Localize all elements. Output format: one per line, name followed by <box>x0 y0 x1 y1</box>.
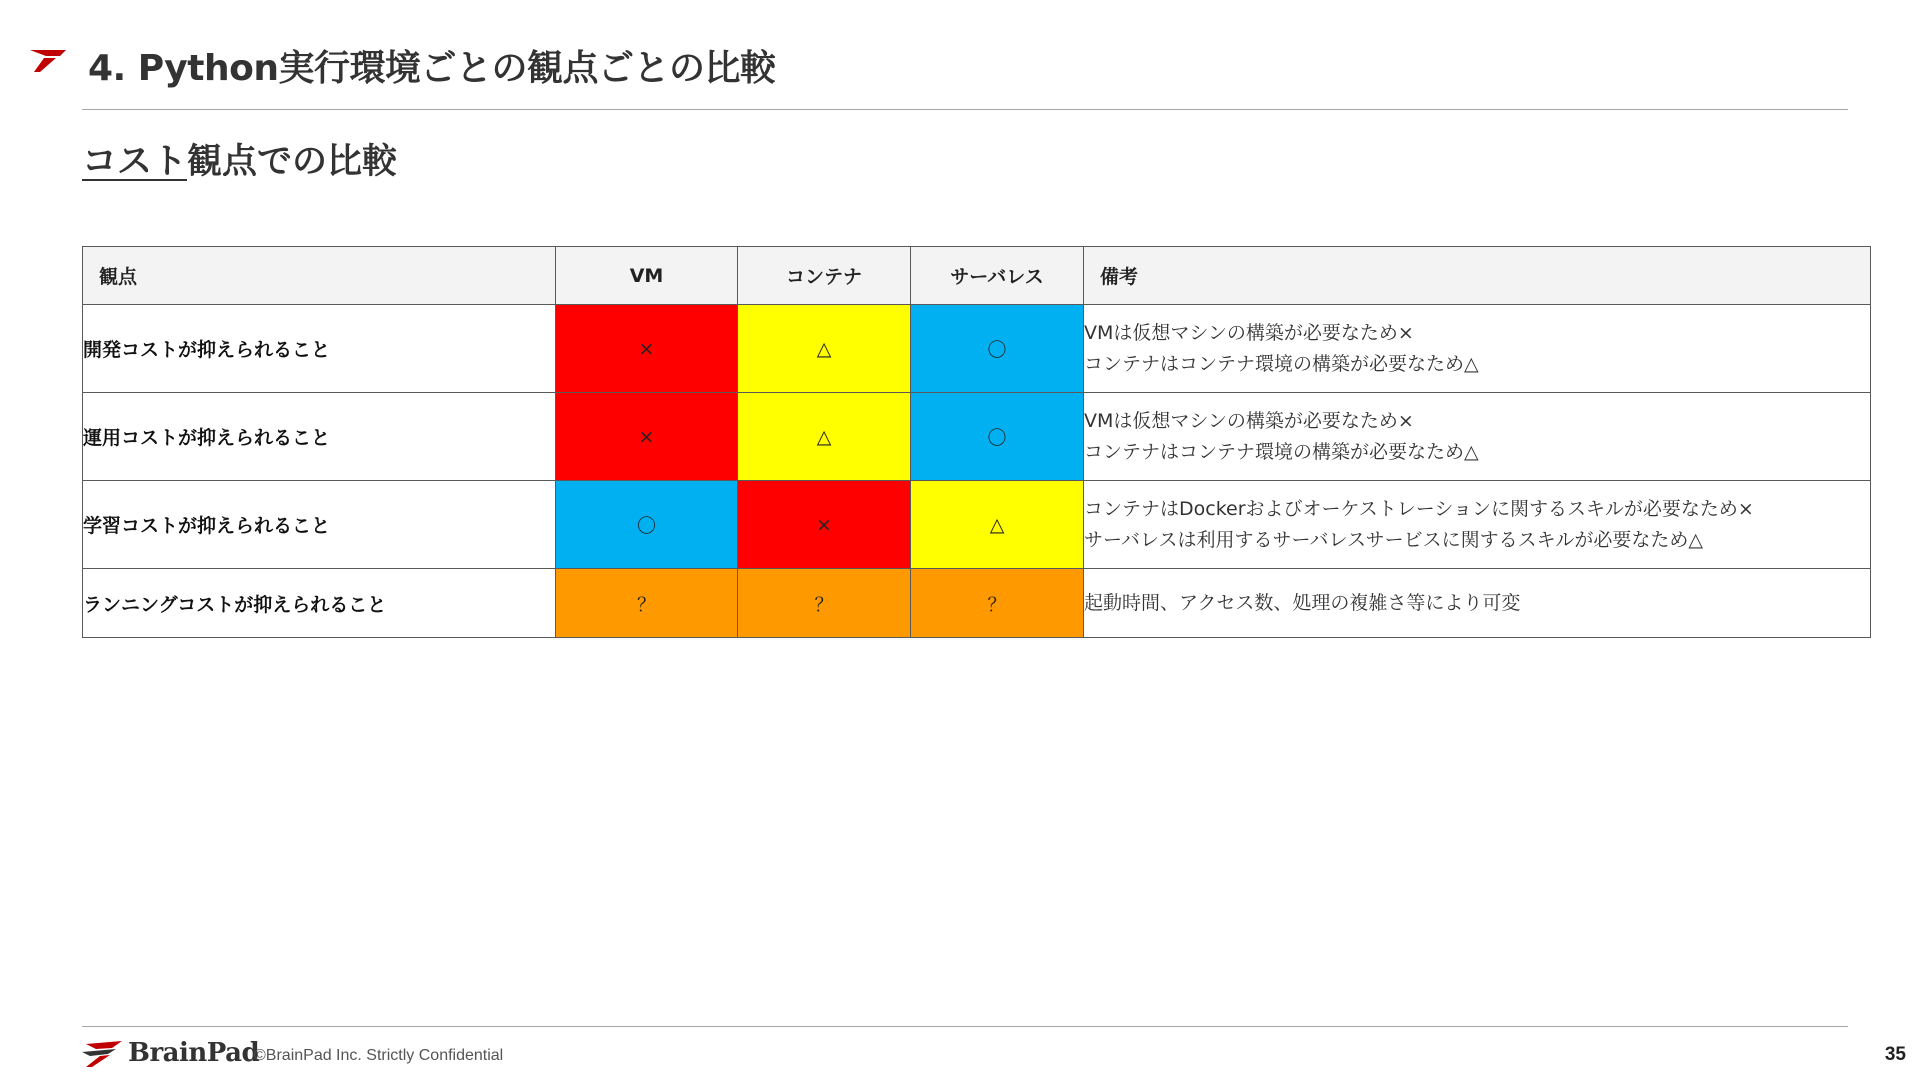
serverless-rating: 〇 <box>911 393 1084 481</box>
footer-brand: BrainPad <box>128 1038 260 1068</box>
table-header-row <box>83 247 1871 305</box>
remarks-line: コンテナはコンテナ環境の構築が必要なため△ <box>1084 352 1479 375</box>
serverless-rating: ？ <box>911 569 1084 638</box>
header-vm: VM <box>556 247 738 305</box>
row-label: ランニングコストが抑えられること <box>83 569 556 638</box>
vm-rating: × <box>556 393 738 481</box>
header-remarks: 備考 <box>1084 247 1871 305</box>
header-viewpoint: 観点 <box>83 247 556 305</box>
remarks-line: VMは仮想マシンの構築が必要なため× <box>1084 321 1414 344</box>
footer-divider <box>82 1026 1848 1027</box>
slide-title: 4. Python実行環境ごとの観点ごとの比較 <box>88 48 776 89</box>
remarks-line: 起動時間、アクセス数、処理の複雑さ等により可変 <box>1084 591 1521 614</box>
table-row <box>83 393 1871 481</box>
brainpad-logo-icon <box>28 48 68 74</box>
container-rating: ？ <box>738 569 911 638</box>
remarks-line: コンテナはコンテナ環境の構築が必要なため△ <box>1084 440 1479 463</box>
footer-copyright: ©BrainPad Inc. Strictly Confidential <box>254 1047 504 1064</box>
subtitle-underlined: コスト <box>82 142 188 182</box>
subtitle-rest: 観点での比較 <box>187 142 398 182</box>
row-label: 運用コストが抑えられること <box>83 393 556 481</box>
brainpad-mark-icon <box>82 1038 124 1068</box>
container-rating: × <box>738 481 911 569</box>
remarks <box>1084 305 1871 393</box>
remarks <box>1084 481 1871 569</box>
header-container: コンテナ <box>738 247 911 305</box>
remarks <box>1084 393 1871 481</box>
row-label: 開発コストが抑えられること <box>83 305 556 393</box>
serverless-rating: 〇 <box>911 305 1084 393</box>
vm-rating: × <box>556 305 738 393</box>
vm-rating: 〇 <box>556 481 738 569</box>
header-serverless: サーバレス <box>911 247 1084 305</box>
page-number: 35 <box>1884 1044 1906 1065</box>
container-rating: △ <box>738 393 911 481</box>
row-label: 学習コストが抑えられること <box>83 481 556 569</box>
table-row <box>83 305 1871 393</box>
footer-logo <box>82 1038 259 1068</box>
serverless-rating: △ <box>911 481 1084 569</box>
comparison-table <box>82 246 1871 638</box>
section-subtitle <box>82 134 397 184</box>
remarks-line: サーバレスは利用するサーバレスサービスに関するスキルが必要なため△ <box>1084 528 1704 551</box>
remarks-line: VMは仮想マシンの構築が必要なため× <box>1084 409 1414 432</box>
title-divider <box>82 109 1848 110</box>
table-row <box>83 481 1871 569</box>
table-row <box>83 569 1871 638</box>
container-rating: △ <box>738 305 911 393</box>
remarks-line: コンテナはDockerおよびオーケストレーションに関するスキルが必要なため× <box>1084 497 1754 520</box>
remarks <box>1084 569 1871 638</box>
vm-rating: ？ <box>556 569 738 638</box>
